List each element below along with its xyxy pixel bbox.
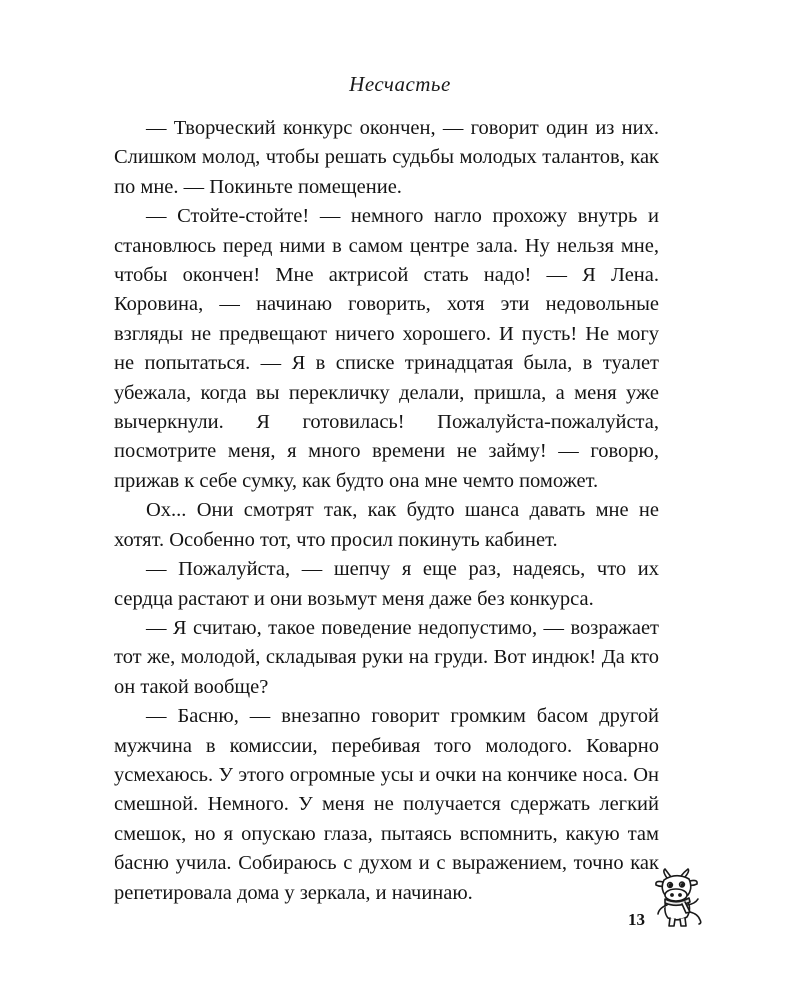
paragraph: — Басню, — внезапно говорит громким басом другой мужчина в комиссии, перебивая того молодого. Коварно усмехаюсь. У этого огромные усы и очки на кончике носа. Он смешной. Немного. У меня не получается сдержать легкий смешок, но я опускаю глаза, пытаясь вспомнить, какую там басню учила. Собираюсь с духом и с выражением, точно как репетировала дома у зеркала, и начинаю.: [114, 705, 659, 904]
page-footer: [620, 868, 720, 938]
running-title: Несчастье: [349, 72, 451, 96]
paragraph: Ох... Они смотрят так, как будто шанса давать мне не хотят. Особенно тот, что просил покинуть кабинет.: [114, 499, 659, 551]
paragraph: — Пожалуйста, — шепчу я еще раз, надеясь, что их сердца растают и они возьмут меня даже без конкурса.: [114, 558, 659, 610]
paragraph: — Я считаю, такое поведение недопустимо, — возражает тот же, молодой, складывая руки на груди. Вот индюк! Да кто он такой вообще?: [114, 616, 659, 698]
body-text: [114, 114, 659, 908]
cow-mascot-icon: [650, 868, 710, 930]
paragraph: — Творческий конкурс окончен, — говорит один из них. Слишком молод, чтобы решать судьбы молодых талантов, как по мне. — Покиньте помещение.: [114, 117, 659, 198]
page-number: 13: [628, 910, 645, 929]
paragraph: — Стойте-стойте! — немного нагло прохожу внутрь и становлюсь перед ними в самом центре зала. Ну нельзя мне, чтобы окончен! Мне актрисой стать надо! — Я Лена. Коровина, — начинаю говорить, хотя эти недовольные взгляды не предвещают ничего хорошего. И пусть! Не могу не попытаться. — Я в списке тринадцатая была, в туалет убежала, когда вы перекличку делали, пришла, а меня уже вычеркнули. Я готовилась! Пожалуйста-пожалуйста, посмотрите меня, я много времени не займу! — говорю, прижав к себе сумку, как будто она мне чемто поможет.: [114, 205, 659, 492]
